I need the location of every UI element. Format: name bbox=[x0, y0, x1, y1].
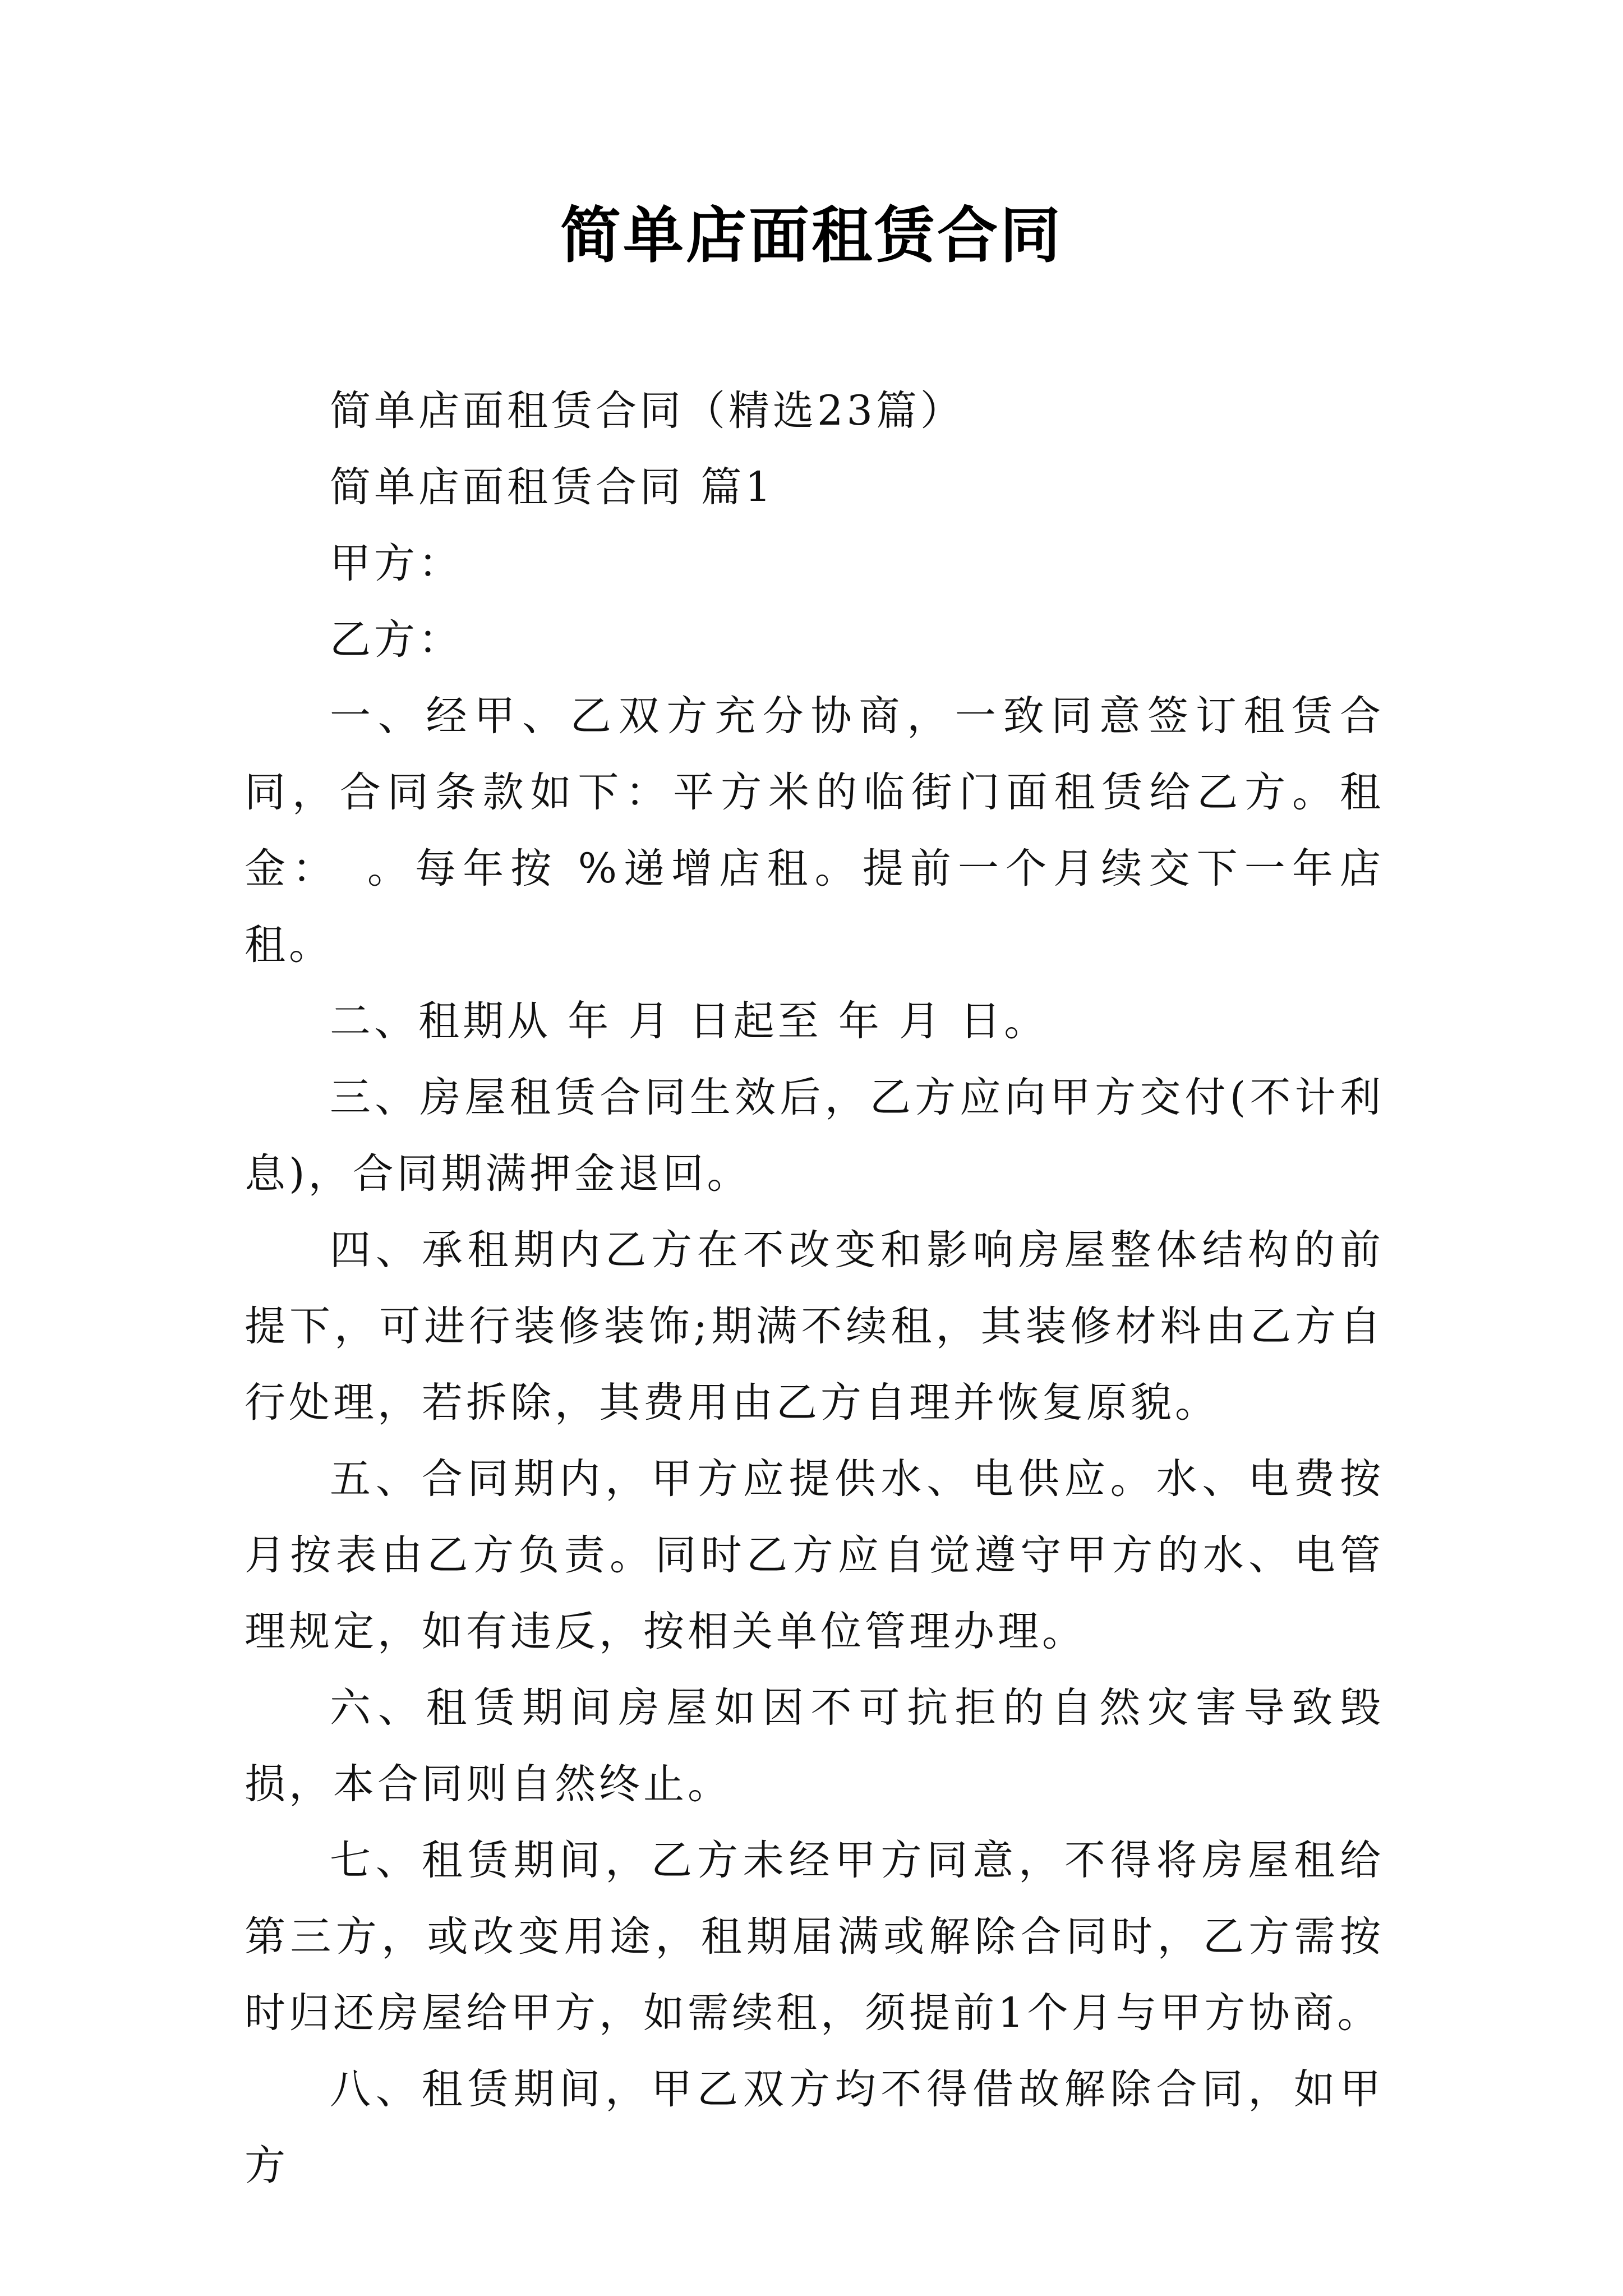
party-b-line: 乙方： bbox=[330, 616, 463, 664]
document-subtitle: 简单店面租赁合同（精选23篇） bbox=[330, 387, 965, 435]
clause-4: 四、承租期内乙方在不改变和影响房屋整体结构的前提下，可进行装修装饰;期满不续租，其装修材料由乙方自行处理，若拆除，其费用由乙方自理并恢复原貌。 bbox=[245, 1226, 1384, 1427]
clause-7: 七、租赁期间，乙方未经甲方同意，不得将房屋租给第三方，或改变用途，租期届满或解除合同时，乙方需按时归还房屋给甲方，如需续租，须提前1个月与甲方协商。 bbox=[245, 1837, 1384, 2037]
document-title: 简单店面租赁合同 bbox=[560, 200, 1063, 271]
clause-3: 三、房屋租赁合同生效后，乙方应向甲方交付(不计利息)，合同期满押金退回。 bbox=[245, 1074, 1384, 1198]
party-a-line: 甲方： bbox=[330, 540, 463, 587]
clause-1: 一、经甲、乙双方充分协商，一致同意签订租赁合同，合同条款如下：平方米的临街门面租赁给乙方。租金： 。每年按 %递增店租。提前一个月续交下一年店租。 bbox=[245, 692, 1384, 969]
clause-2: 二、租期从 年 月 日起至 年 月 日。 bbox=[330, 997, 1049, 1045]
document-body bbox=[245, 373, 1384, 2204]
clause-8: 八、租赁期间，甲乙双方均不得借故解除合同，如甲方 bbox=[245, 2065, 1384, 2189]
section-heading: 简单店面租赁合同 篇1 bbox=[330, 463, 774, 511]
clause-6: 六、租赁期间房屋如因不可抗拒的自然灾害导致毁损，本合同则自然终止。 bbox=[245, 1684, 1384, 1808]
clause-5: 五、合同期内，甲方应提供水、电供应。水、电费按月按表由乙方负责。同时乙方应自觉遵守甲方的水、电管理规定，如有违反，按相关单位管理办理。 bbox=[245, 1455, 1384, 1655]
